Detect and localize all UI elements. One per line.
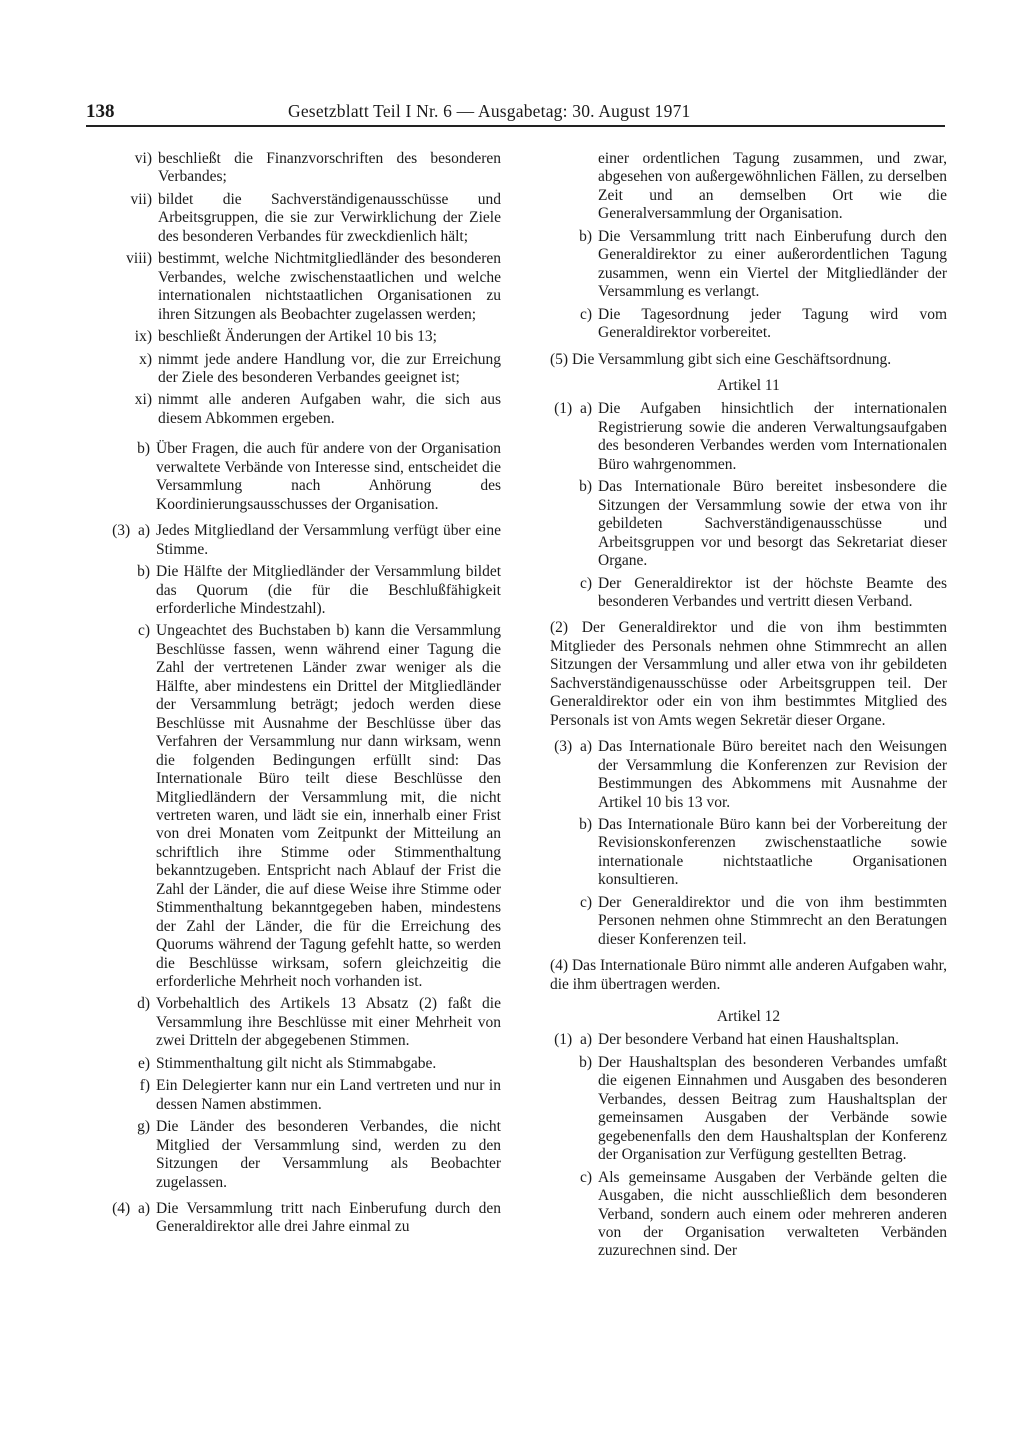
item-label: c) (137, 622, 150, 640)
artikel-11-paragraph-4: (4) Das Internationale Büro nimmt alle anderen Aufgaben wahr, die ihm übertragen werden. (550, 957, 947, 993)
item-text: Die Länder des besonderen Verbandes, die nicht Mitglied der Versammlung sind, werden zu den Sitzungen der Versammlung als Beobachter zugelassen. (156, 1118, 501, 1191)
item-text: Die Hälfte der Mitgliedländer der Versammlung bildet das Quorum (die für die Beschlußfähigkeit erforderliche Mindestzahl). (156, 563, 501, 617)
item-label (102, 522, 150, 559)
item-label: d) (137, 995, 150, 1013)
item-label: b) (579, 815, 592, 833)
item-label: f) (139, 1077, 150, 1095)
item-text: Die Versammlung tritt nach Einberufung durch den Generaldirektor zu einer außerordentlichen Tagung zusammen, wenn ein Viertel der Mitgliedländer der Versammlung es verlangt. (598, 227, 947, 301)
list-item (550, 575, 947, 612)
item-text: Das Internationale Büro kann bei der Vorbereitung der Revisionskonferenzen zwischenstaatliche sowie internationale nichtstaatliche Organisationen konsultieren. (598, 815, 947, 889)
item-label: c) (579, 1168, 592, 1186)
item-text: Stimmenthaltung gilt nicht als Stimmabgabe. (156, 1054, 437, 1072)
list-item-2b (102, 440, 501, 514)
left-column (102, 150, 501, 1237)
item-label: viii) (126, 250, 152, 268)
item-text: Über Fragen, die auch für andere von der Organisation verwaltete Verbände von Interesse sind, entscheidet die Versammlung nach Anhörung des Koordinierungsausschusses der Organisation. (156, 440, 501, 513)
list-item (102, 351, 501, 388)
item-text: Das Internationale Büro bereitet nach den Weisungen der Versammlung die Konferenzen zur Revision der Bestimmungen des Abkommens mit Ausnahme der Artikel 10 bis 13 vor. (598, 738, 947, 811)
list-item (550, 1169, 947, 1261)
item-text: Die Versammlung tritt nach Einberufung durch den Generaldirektor alle drei Jahre einmal zu (156, 1200, 501, 1236)
list-item (102, 191, 501, 246)
paragraph-number: (1) (554, 1031, 573, 1049)
paragraph-number: (3) (554, 738, 573, 756)
list-item (550, 1054, 947, 1165)
item-text: Die Tagesordnung jeder Tagung wird vom Generaldirektor vorbereitet. (598, 305, 947, 342)
list-item (102, 995, 501, 1050)
item-label: vii) (130, 190, 152, 208)
item-text: nimmt jede andere Handlung vor, die zur Erreichung der Ziele des besonderen Verbandes geeignet ist; (158, 350, 501, 386)
list-item (550, 478, 947, 570)
artikel-11-paragraph-1 (550, 400, 947, 611)
item-label (550, 1031, 592, 1049)
item-text: Der besondere Verband hat einen Haushaltsplan. (598, 1031, 900, 1049)
list-item (550, 400, 947, 474)
paragraph-4-a (102, 1200, 501, 1237)
item-label: (4) a) (112, 1200, 150, 1218)
item-label: b) (579, 478, 592, 496)
item-label: b) (137, 440, 150, 458)
item-label: vi) (134, 150, 152, 167)
item-text: Der Generaldirektor ist der höchste Beamte des besonderen Verbandes und vertritt diesen Verband. (598, 574, 947, 610)
list-item (102, 1077, 501, 1114)
list-item (102, 391, 501, 428)
roman-list (102, 150, 501, 428)
item-text: bestimmt, welche Nichtmitgliedländer des besonderen Verbandes, welche zwischenstaatlichen und welche internationalen nichtstaatlichen Organisationen zu ihren Sitzungen als Beobachter zugelassen werden; (158, 250, 501, 323)
item-text: beschließt die Finanzvorschriften des besonderen Verbandes; (158, 150, 501, 186)
page-number: 138 (86, 101, 115, 122)
item-text: Jedes Mitgliedland der Versammlung verfügt über eine Stimme. (156, 522, 501, 558)
list-item (102, 328, 501, 346)
right-column (550, 150, 947, 1261)
list-item (102, 1118, 501, 1192)
paragraph-number: (1) (554, 400, 573, 418)
item-label: c) (579, 574, 592, 592)
item-text: Ungeachtet des Buchstaben b) kann die Versammlung Beschlüsse fassen, wenn während einer Tagung die Zahl der vertretenen Länder zwar weniger als die Hälfte, aber mindestens ein Drittel der Mitgliedländer der Versammlung beträgt; jedoch werden diese Beschlüsse mit Ausnahme der Beschlüsse über das Verfahren der Versammlung nur dann wirksam, wenn die folgenden Bedingungen erfüllt sind: Das Internationale Büro teilt diese Beschlüsse den Mitgliedländern der Versammlung mit, die nicht vertreten waren, und lädt sie ein, innerhalb einer Frist von drei Monaten vom Zeitpunkt der Mitteilung an schriftlich ihre Stimme oder Stimmenthaltung bekanntzugeben. Entspricht nach Ablauf der Frist die Zahl der Länder, die auf diese Weise ihre Stimme oder Stimmenthaltung bekanntgegeben haben, mindestens der Zahl der Länder, die für die Erreichung des Quorums während der Tagung gefehlt hatte, so werden die Beschlüsse wirksam, sofern gleichzeitig die erforderliche Mehrheit noch vorhanden ist. (156, 622, 501, 991)
item-label: c) (579, 305, 592, 323)
artikel-12-paragraph-1 (550, 1031, 947, 1260)
item-text: Vorbehaltlich des Artikels 13 Absatz (2) faßt die Versammlung ihre Beschlüsse mit einer Mehrheit von zwei Dritteln der abgegebenen Stimmen. (156, 995, 501, 1050)
item-text: Die Aufgaben hinsichtlich der internationalen Registrierung sowie die anderen Verwaltungsaufgaben des besonderen Verbandes werden vom Internationalen Büro wahrgenommen. (598, 400, 947, 473)
item-text: nimmt alle anderen Aufgaben wahr, die sich aus diesem Abkommen ergeben. (158, 391, 501, 427)
item-label (550, 738, 592, 812)
item-label: b) (579, 1053, 592, 1071)
item-letter: a) (579, 1031, 592, 1049)
item-text: Das Internationale Büro bereitet insbesondere die Sitzungen der Versammlung sowie der etwa von ihr gebildeten Sachverständigenausschüsse und Arbeitsgruppen vor und besorgt das Sekretariat dieser Organe. (598, 478, 947, 570)
item-text: Der Generaldirektor und die von ihm bestimmten Personen nehmen ohne Stimmrecht an den Beratungen dieser Konferenzen teil. (598, 893, 947, 948)
list-item (550, 816, 947, 890)
list-item (550, 1031, 947, 1049)
item-text: Ein Delegierter kann nur ein Land vertreten und nur in dessen Namen abstimmen. (156, 1077, 501, 1113)
item-label: ix) (134, 328, 152, 346)
list-item (550, 738, 947, 812)
artikel-11-paragraph-2: (2) Der Generaldirektor und die von ihm bestimmten Mitglieder des Personals nehmen ohne Stimmrecht an allen Sitzungen der Versammlung und aller etwa von ihr gebildeten Sachverständigenausschüsse oder Arbeitsgruppen teil. Der Generaldirektor oder ein von ihm bestimmtes Mitglied des Personals ist von Amts wegen Sekretär dieser Organe. (550, 619, 947, 729)
item-text: Als gemeinsame Ausgaben der Verbände gelten die Ausgaben, die nicht ausschließlich dem besonderen Verband, sondern auch einem oder mehreren anderen von der Organisation verwalteten Verbänden zuzurechnen sind. Der (598, 1168, 947, 1260)
artikel-12-heading: Artikel 12 (716, 1008, 781, 1026)
item-label: xi) (134, 391, 152, 409)
continuation-text: einer ordentlichen Tagung zusammen, und zwar, abgesehen von außergewöhnlichen Fällen, zu derselben Zeit und an demselben Ort wie die Generalversammlung der Organisation. (598, 150, 947, 223)
list-item (102, 150, 501, 187)
paragraph-5: (5) Die Versammlung gibt sich eine Geschäftsordnung. (550, 350, 892, 368)
header-title: Gesetzblatt Teil I Nr. 6 — Ausgabetag: 30. August 1971 (288, 101, 691, 121)
list-item (550, 228, 947, 302)
list-item (102, 1055, 501, 1073)
item-label: b) (137, 563, 150, 581)
artikel-11-heading: Artikel 11 (717, 376, 780, 394)
list-item (550, 306, 947, 343)
paragraph-number: (3) (112, 522, 131, 540)
item-text: bildet die Sachverständigenausschüsse und Arbeitsgruppen, die sie zur Verwirklichung der Ziele des besonderen Verbandes für zweckdienlich hält; (158, 190, 501, 245)
item-label: e) (137, 1054, 150, 1072)
list-item (102, 522, 501, 559)
list-item (102, 622, 501, 991)
artikel-11-paragraph-3 (550, 738, 947, 949)
list-item (102, 250, 501, 324)
item-label: x) (139, 350, 152, 368)
item-text: Der Haushaltsplan des besonderen Verbandes umfaßt die eigenen Einnahmen und Ausgaben des besonderen Verbandes, dessen Beitrag zum Haushaltsplan der gemeinsamen Ausgaben der Verbände sowie gegebenenfalls den dem Haushaltsplan der Konferenz der Organisation zur Verfügung gestellten Betrag. (598, 1053, 947, 1164)
item-letter: a) (579, 738, 592, 756)
item-letter: a) (579, 400, 592, 418)
list-item (102, 563, 501, 618)
item-letter: a) (137, 522, 150, 540)
header-rule (86, 125, 945, 127)
list-item (550, 894, 947, 949)
paragraph-3-list (102, 522, 501, 1192)
item-label: b) (579, 227, 592, 245)
item-label: c) (579, 893, 592, 911)
paragraph-4-continued (550, 228, 947, 343)
item-label (550, 400, 592, 474)
item-label: g) (137, 1118, 150, 1136)
item-text: beschließt Änderungen der Artikel 10 bis 13; (158, 328, 437, 346)
